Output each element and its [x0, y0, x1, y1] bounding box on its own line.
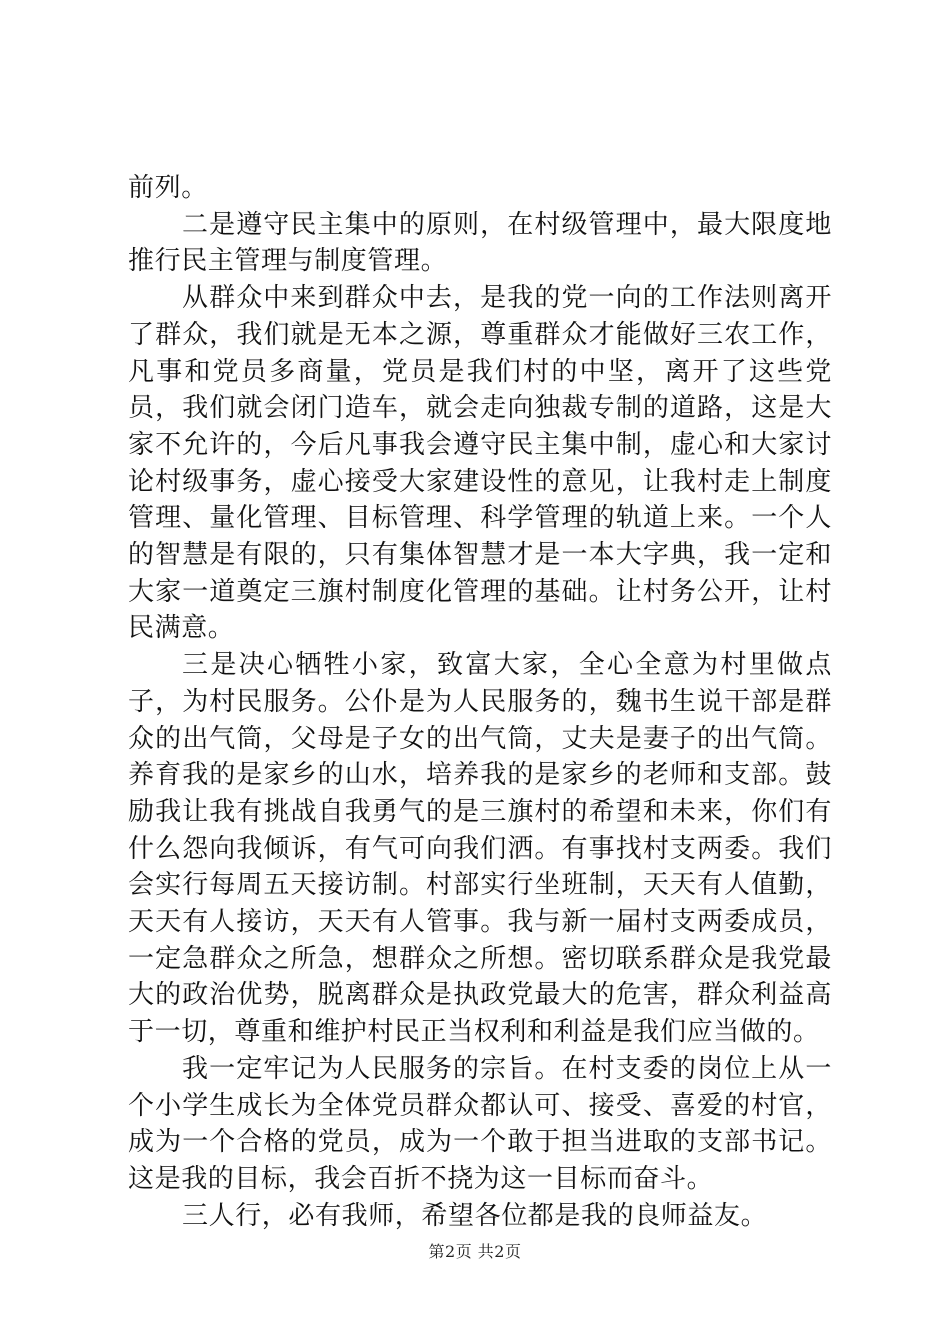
paragraph-1: 前列。: [128, 173, 208, 203]
document-body: [128, 170, 832, 1234]
paragraph-5: 我一定牢记为人民服务的宗旨。在村支委的岗位上从一个小学生成长为全体党员群众都认可、接受、喜爱的村官，成为一个合格的党员，成为一个敢于担当进取的支部书记。这是我的目标，我会百折不挠为这一目标而奋斗。: [128, 1053, 832, 1194]
paragraph-3: 从群众中来到群众中去，是我的党一向的工作法则离开了群众，我们就是无本之源，尊重群众才能做好三农工作，凡事和党员多商量，党员是我们村的中坚，离开了这些党员，我们就会闭门造车，就会走向独裁专制的道路，这是大家不允许的，今后凡事我会遵守民主集中制，虚心和大家讨论村级事务，虚心接受大家建设性的意见，让我村走上制度管理、量化管理、目标管理、科学管理的轨道上来。一个人的智慧是有限的，只有集体智慧才是一本大字典，我一定和大家一道奠定三旗村制度化管理的基础。让村务公开，让村民满意。: [128, 283, 832, 644]
paragraph-6: 三人行，必有我师，希望各位都是我的良师益友。: [182, 1200, 768, 1231]
paragraph-2: 二是遵守民主集中的原则，在村级管理中，最大限度地推行民主管理与制度管理。: [128, 209, 832, 277]
page-footer: 第2页 共2页: [428, 1242, 522, 1261]
paragraph-4: 三是决心牺牲小家，致富大家，全心全意为村里做点子，为村民服务。公仆是为人民服务的，魏书生说干部是群众的出气筒，父母是子女的出气筒，丈夫是妻子的出气筒。养育我的是家乡的山水，培养我的是家乡的老师和支部。鼓励我让我有挑战自我勇气的是三旗村的希望和未来，你们有什么怨向我倾诉，有气可向我们洒。有事找村支两委。我们会实行每周五天接访制。村部实行坐班制，天天有人值勤，天天有人接访，天天有人管事。我与新一届村支两委成员，一定急群众之所急，想群众之所想。密切联系群众是我党最大的政治优势，脱离群众是执政党最大的危害，群众利益高于一切，尊重和维护村民正当权利和利益是我们应当做的。: [128, 650, 832, 1048]
